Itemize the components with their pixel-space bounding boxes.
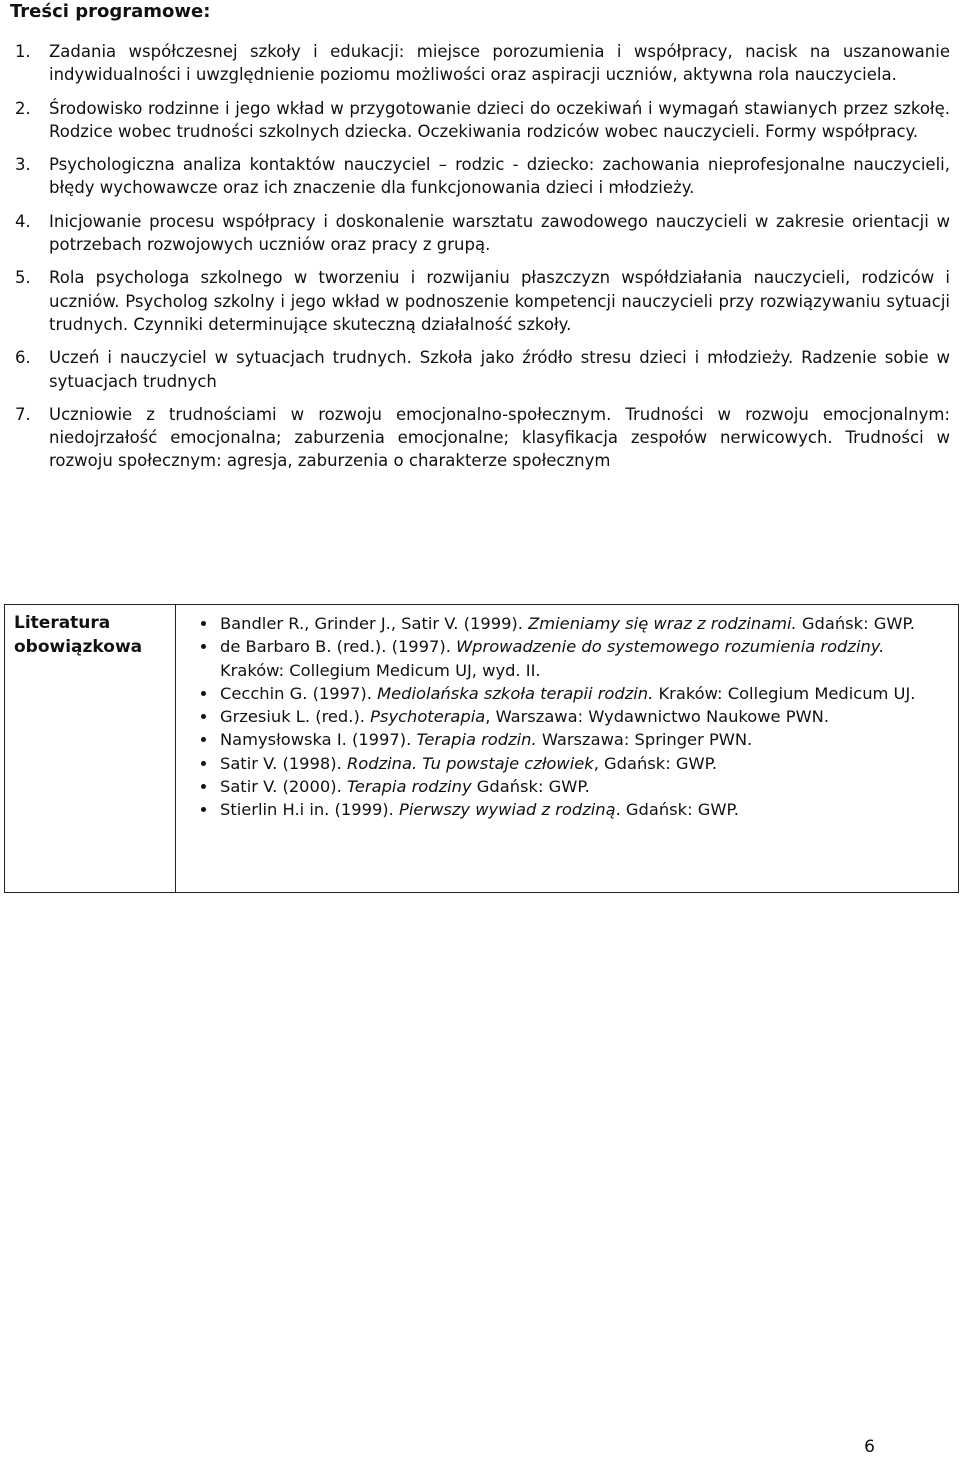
item-text: Rola psychologa szkolnego w tworzeniu i rozwijaniu płaszczyzn współdziałania nauczycieli, rodziców i uczniów. Psycholog szkolny i jego wkład w podnoszenie kompetencji nauczycieli przy rozwiązywaniu sytuacji trudnych. Czynniki determinujące skuteczną działalność szkoły.: [49, 268, 950, 334]
literature-entry: [218, 705, 948, 728]
entry-publisher: , Warszawa: Wydawnictwo Naukowe PWN.: [485, 707, 830, 727]
item-number: 7.: [15, 404, 31, 424]
section-title: Treści programowe:: [10, 1, 211, 22]
entry-authors: Stierlin H.i in. (1999).: [220, 800, 400, 820]
entry-title: Mediolańska szkoła terapii rodzin.: [377, 683, 654, 703]
page-number: 6: [864, 1437, 875, 1457]
entry-publisher: Gdańsk: GWP.: [796, 614, 915, 633]
item-number: 5.: [15, 268, 31, 288]
entry-authors: Grzesiuk L. (red.).: [220, 707, 371, 727]
literature-list: [176, 605, 958, 822]
entry-title: Wprowadzenie do systemowego rozumienia rodziny.: [456, 637, 885, 657]
entry-authors: Satir V. (1998).: [220, 753, 347, 773]
program-content-list: [15, 40, 950, 483]
literature-entry: [218, 612, 948, 635]
item-text: Uczniowie z trudnościami w rozwoju emocjonalno-społecznym. Trudności w rozwoju emocjonalnym: niedojrzałość emocjonalna; zaburzenia emocjonalne; klasyfikacja zespołów nerwicowych. Trudności w rozwoju społecznym: agresja, zaburzenia o charakterze społecznym: [49, 404, 950, 471]
literature-entries-cell: [176, 605, 959, 893]
literature-entry: [218, 682, 948, 705]
list-item: [15, 97, 950, 144]
literature-entry: [218, 752, 948, 775]
entry-title: Rodzina. Tu powstaje człowiek: [346, 753, 594, 773]
list-item: [15, 266, 950, 336]
item-text: Psychologiczna analiza kontaktów nauczyciel – rodzic - dziecko: zachowania nieprofesjonalne nauczycieli, błędy wychowawcze oraz ich znaczenie dla funkcjonowania dzieci i młodzieży.: [49, 155, 950, 198]
item-text: Środowisko rodzinne i jego wkład w przygotowanie dzieci do oczekiwań i wymagań stawianych przez szkołę. Rodzice wobec trudności szkolnych dziecka. Oczekiwania rodziców wobec nauczycieli. Formy współpracy.: [49, 98, 950, 141]
entry-authors: Satir V. (2000).: [220, 777, 347, 797]
literature-label: Literatura obowiązkowa: [14, 613, 143, 657]
entry-authors: Cecchin G. (1997).: [220, 683, 378, 703]
entry-publisher: . Gdańsk: GWP.: [615, 800, 739, 820]
list-item: [15, 210, 950, 257]
entry-authors: Bandler R., Grinder J., Satir V. (1999).: [220, 614, 529, 633]
list-item: [15, 346, 950, 393]
item-text: Zadania współczesnej szkoły i edukacji: miejsce porozumienia i współpracy, nacisk na uszanowanie indywidualności i uwzględnienie poziomu możliwości oraz aspiracji uczniów, aktywna rola nauczyciela.: [49, 42, 950, 85]
entry-title: Pierwszy wywiad z rodziną: [399, 800, 616, 820]
item-text: Inicjowanie procesu współpracy i doskonalenie warsztatu zawodowego nauczycieli w zakresie orientacji w potrzebach rozwojowych uczniów oraz pracy z grupą.: [49, 211, 950, 255]
list-item: [15, 153, 950, 200]
entry-title: Terapia rodzin.: [416, 730, 537, 750]
item-number: 2.: [15, 98, 31, 118]
literature-table: [4, 604, 959, 893]
entry-publisher: Warszawa: Springer PWN.: [536, 730, 753, 750]
list-item: [15, 40, 950, 87]
list-item: [15, 403, 950, 473]
literature-entry: [218, 635, 948, 682]
entry-authors: Namysłowska I. (1997).: [220, 730, 417, 750]
item-number: 6.: [15, 348, 31, 368]
entry-publisher: Kraków: Collegium Medicum UJ, wyd. II.: [220, 660, 541, 680]
entry-title: Terapia rodziny: [346, 777, 472, 797]
item-text: Uczeń i nauczyciel w sytuacjach trudnych. Szkoła jako źródło stresu dzieci i młodzieży. Radzenie sobie w sytuacjach trudnych: [49, 348, 950, 391]
item-number: 4.: [15, 211, 31, 231]
entry-publisher: , Gdańsk: GWP.: [593, 753, 718, 773]
entry-publisher: Gdańsk: GWP.: [471, 777, 590, 797]
literature-entry: [218, 728, 948, 751]
literature-entry: [218, 798, 948, 821]
literature-row: [5, 605, 959, 893]
literature-entry: [218, 775, 948, 798]
item-number: 1.: [15, 42, 31, 61]
entry-publisher: Kraków: Collegium Medicum UJ.: [653, 683, 916, 703]
item-number: 3.: [15, 155, 31, 175]
entry-authors: de Barbaro B. (red.). (1997).: [220, 637, 457, 657]
literature-label-cell: [5, 605, 176, 893]
entry-title: Zmieniamy się wraz z rodzinami.: [528, 614, 797, 633]
entry-title: Psychoterapia: [370, 707, 486, 727]
